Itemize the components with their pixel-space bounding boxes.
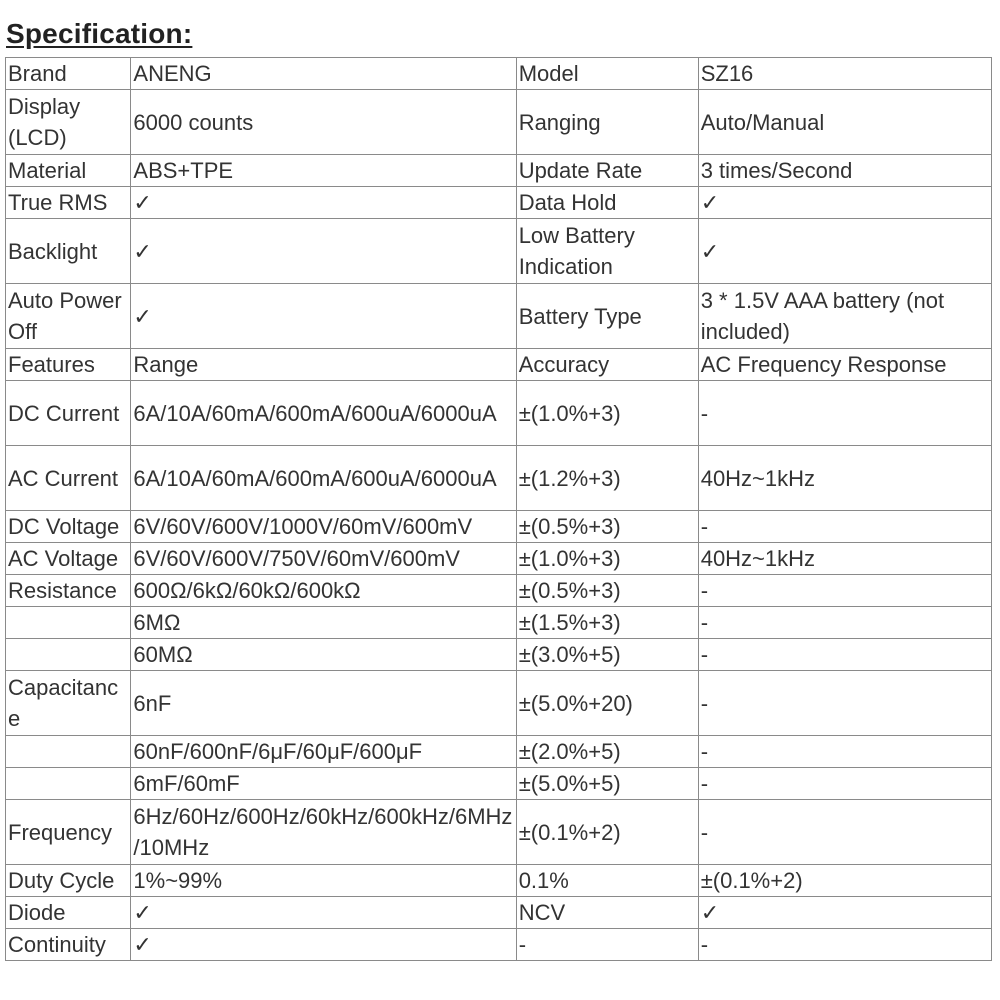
table-row <box>6 284 992 349</box>
table-cell: AC Frequency Response <box>698 349 991 381</box>
table-cell: - <box>698 381 991 446</box>
table-row <box>6 155 992 187</box>
table-cell: ✓ <box>698 219 991 284</box>
table-cell: ±(0.1%+2) <box>516 800 698 865</box>
table-cell: - <box>698 768 991 800</box>
table-cell: ±(1.5%+3) <box>516 607 698 639</box>
table-cell: 1%~99% <box>131 865 516 897</box>
table-row <box>6 381 992 446</box>
table-cell: 6Hz/60Hz/600Hz/60kHz/600kHz/6MHz/10MHz <box>131 800 516 865</box>
table-row <box>6 865 992 897</box>
table-cell: Frequency <box>6 800 131 865</box>
table-row <box>6 446 992 511</box>
table-cell: ±(3.0%+5) <box>516 639 698 671</box>
table-cell: Features <box>6 349 131 381</box>
table-cell: Display (LCD) <box>6 90 131 155</box>
table-cell: - <box>698 671 991 736</box>
table-cell: 6000 counts <box>131 90 516 155</box>
table-cell: ±(5.0%+5) <box>516 768 698 800</box>
table-row <box>6 800 992 865</box>
table-cell: Brand <box>6 58 131 90</box>
table-cell: ✓ <box>131 929 516 961</box>
table-row <box>6 671 992 736</box>
table-cell: NCV <box>516 897 698 929</box>
table-cell: Range <box>131 349 516 381</box>
table-cell: Ranging <box>516 90 698 155</box>
table-cell: 6V/60V/600V/750V/60mV/600mV <box>131 543 516 575</box>
table-cell: - <box>698 639 991 671</box>
table-cell <box>6 607 131 639</box>
table-row <box>6 58 992 90</box>
table-cell: DC Current <box>6 381 131 446</box>
table-row <box>6 639 992 671</box>
table-row <box>6 219 992 284</box>
table-cell: 6A/10A/60mA/600mA/600uA/6000uA <box>131 446 516 511</box>
table-cell: Material <box>6 155 131 187</box>
table-cell: 6V/60V/600V/1000V/60mV/600mV <box>131 511 516 543</box>
table-cell: True RMS <box>6 187 131 219</box>
table-cell: Diode <box>6 897 131 929</box>
table-row <box>6 575 992 607</box>
table-cell: Low Battery Indication <box>516 219 698 284</box>
table-cell: ±(5.0%+20) <box>516 671 698 736</box>
table-cell: Auto Power Off <box>6 284 131 349</box>
table-cell: 6MΩ <box>131 607 516 639</box>
table-cell: ANENG <box>131 58 516 90</box>
table-cell: Capacitance <box>6 671 131 736</box>
table-row <box>6 736 992 768</box>
table-cell <box>6 768 131 800</box>
table-cell: Battery Type <box>516 284 698 349</box>
table-cell: SZ16 <box>698 58 991 90</box>
table-cell: ABS+TPE <box>131 155 516 187</box>
table-cell: ±(2.0%+5) <box>516 736 698 768</box>
table-cell: Duty Cycle <box>6 865 131 897</box>
specification-table <box>5 57 992 961</box>
table-cell: 6A/10A/60mA/600mA/600uA/6000uA <box>131 381 516 446</box>
table-row <box>6 607 992 639</box>
table-row <box>6 768 992 800</box>
page-title: Specification: <box>6 18 193 49</box>
table-cell: ±(0.5%+3) <box>516 511 698 543</box>
table-cell <box>6 639 131 671</box>
table-cell: - <box>516 929 698 961</box>
table-cell: - <box>698 607 991 639</box>
table-cell: DC Voltage <box>6 511 131 543</box>
table-cell: 0.1% <box>516 865 698 897</box>
table-cell: ±(0.1%+2) <box>698 865 991 897</box>
table-cell: Update Rate <box>516 155 698 187</box>
table-row <box>6 897 992 929</box>
table-cell: Data Hold <box>516 187 698 219</box>
table-cell: - <box>698 800 991 865</box>
table-row <box>6 349 992 381</box>
table-cell: 3 times/Second <box>698 155 991 187</box>
table-cell: 40Hz~1kHz <box>698 446 991 511</box>
table-cell <box>6 736 131 768</box>
table-cell: 3 * 1.5V AAA battery (not included) <box>698 284 991 349</box>
table-cell: 60MΩ <box>131 639 516 671</box>
table-cell: ✓ <box>131 219 516 284</box>
table-cell: ✓ <box>131 897 516 929</box>
table-cell: ±(1.0%+3) <box>516 543 698 575</box>
table-cell: 6nF <box>131 671 516 736</box>
table-row <box>6 543 992 575</box>
table-cell: 600Ω/6kΩ/60kΩ/600kΩ <box>131 575 516 607</box>
table-cell: Resistance <box>6 575 131 607</box>
table-cell: ✓ <box>698 897 991 929</box>
table-cell: Continuity <box>6 929 131 961</box>
table-cell: 60nF/600nF/6μF/60μF/600μF <box>131 736 516 768</box>
table-cell: 6mF/60mF <box>131 768 516 800</box>
table-cell: - <box>698 511 991 543</box>
table-cell: - <box>698 736 991 768</box>
table-cell: Accuracy <box>516 349 698 381</box>
table-cell: Model <box>516 58 698 90</box>
table-row <box>6 187 992 219</box>
table-cell: Auto/Manual <box>698 90 991 155</box>
table-cell: AC Current <box>6 446 131 511</box>
table-cell: - <box>698 929 991 961</box>
table-cell: ✓ <box>131 187 516 219</box>
table-cell: Backlight <box>6 219 131 284</box>
table-row <box>6 90 992 155</box>
table-cell: ✓ <box>131 284 516 349</box>
table-row <box>6 511 992 543</box>
table-cell: ±(1.2%+3) <box>516 446 698 511</box>
table-cell: 40Hz~1kHz <box>698 543 991 575</box>
table-cell: AC Voltage <box>6 543 131 575</box>
table-row <box>6 929 992 961</box>
table-cell: - <box>698 575 991 607</box>
table-cell: ✓ <box>698 187 991 219</box>
table-cell: ±(1.0%+3) <box>516 381 698 446</box>
table-cell: ±(0.5%+3) <box>516 575 698 607</box>
